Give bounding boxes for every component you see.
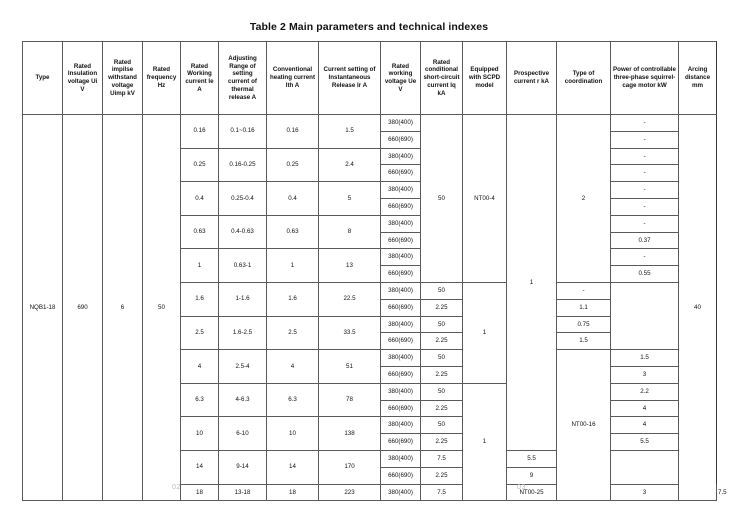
cell-ith: 6.3 bbox=[267, 383, 319, 417]
cell-ue: 380(400) bbox=[381, 182, 421, 199]
cell-ue: 380(400) bbox=[381, 316, 421, 333]
cell-ir: 13 bbox=[319, 249, 381, 283]
cell-ue: 660(690) bbox=[381, 131, 421, 148]
cell-ith: 0.16 bbox=[267, 115, 319, 149]
header-rated-frequency: Rated frequency Hz bbox=[143, 42, 181, 115]
cell-power: 0.75 bbox=[557, 316, 611, 333]
cell-ir: 223 bbox=[319, 484, 381, 501]
cell-coordination-bottom: 1 bbox=[463, 282, 507, 383]
cell-ue: 380(400) bbox=[381, 383, 421, 400]
page-title: Table 2 Main parameters and technical indexes bbox=[249, 21, 489, 33]
cell-iq: 2.25 bbox=[421, 299, 463, 316]
cell-ir: 5 bbox=[319, 182, 381, 216]
cell-ith: 2.5 bbox=[267, 316, 319, 350]
cell-ue: 380(400) bbox=[381, 215, 421, 232]
cell-ie: 1.6 bbox=[181, 282, 219, 316]
cell-range: 0.4-0.63 bbox=[219, 215, 267, 249]
cell-power: - bbox=[611, 182, 679, 199]
table-row bbox=[23, 115, 717, 132]
header-rated-conditional-short-circuit-current: Rated conditional short-circuit current Iq kA bbox=[421, 42, 463, 115]
page-number-right: 03 bbox=[517, 484, 526, 491]
cell-iq: 2.25 bbox=[421, 333, 463, 350]
cell-ir: 33.5 bbox=[319, 316, 381, 350]
cell-power: - bbox=[557, 282, 611, 299]
cell-ie: 2.5 bbox=[181, 316, 219, 350]
cell-ith: 1 bbox=[267, 249, 319, 283]
cell-rated-impulse-withstand-voltage-value: 6 bbox=[103, 115, 143, 501]
cell-iq: 50 bbox=[421, 383, 463, 400]
cell-iq: 2.25 bbox=[421, 400, 463, 417]
cell-ir: 138 bbox=[319, 417, 381, 451]
cell-range: 0.63-1 bbox=[219, 249, 267, 283]
cell-power: 0.37 bbox=[611, 232, 679, 249]
cell-power: - bbox=[611, 131, 679, 148]
cell-power: - bbox=[611, 115, 679, 132]
header-conventional-heating-current: Conventional heating current Ith A bbox=[267, 42, 319, 115]
header-arcing-distance: Arcing distance mm bbox=[679, 42, 717, 115]
cell-ue: 660(690) bbox=[381, 165, 421, 182]
cell-ue: 660(690) bbox=[381, 434, 421, 451]
cell-ir: 1.5 bbox=[319, 115, 381, 149]
cell-range: 0.16-0.25 bbox=[219, 148, 267, 182]
header-rated-working-current: Rated Working current Ie A bbox=[181, 42, 219, 115]
cell-ie: 4 bbox=[181, 350, 219, 384]
cell-ue: 660(690) bbox=[381, 266, 421, 283]
cell-coordination-top: 2 bbox=[557, 115, 611, 283]
cell-iq: 7.5 bbox=[421, 484, 463, 501]
cell-iq: 2.25 bbox=[421, 434, 463, 451]
cell-range: 2.5-4 bbox=[219, 350, 267, 384]
cell-ith: 1.6 bbox=[267, 282, 319, 316]
cell-power: 0.55 bbox=[611, 266, 679, 283]
cell-ue: 660(690) bbox=[381, 232, 421, 249]
cell-power: - bbox=[611, 198, 679, 215]
cell-ie: 1 bbox=[181, 249, 219, 283]
table-header-row bbox=[23, 42, 717, 115]
cell-ith: 14 bbox=[267, 450, 319, 484]
cell-prospective-current-1: 1 bbox=[507, 115, 557, 451]
cell-power: 1.1 bbox=[557, 299, 611, 316]
cell-iq: 50 bbox=[421, 417, 463, 434]
header-scpd-model: Equipped with SCPD model bbox=[463, 42, 507, 115]
cell-ue: 380(400) bbox=[381, 417, 421, 434]
cell-ir: 22.5 bbox=[319, 282, 381, 316]
table-body bbox=[23, 115, 727, 501]
cell-type-value: NQB1-18 bbox=[23, 115, 63, 501]
header-prospective-current: Prospective current r kA bbox=[507, 42, 557, 115]
cell-ue: 660(690) bbox=[381, 198, 421, 215]
cell-iq: 2.25 bbox=[421, 366, 463, 383]
cell-ith: 18 bbox=[267, 484, 319, 501]
cell-ith: 0.25 bbox=[267, 148, 319, 182]
cell-ir: 170 bbox=[319, 450, 381, 484]
cell-power: - bbox=[611, 249, 679, 266]
header-rated-insulation-voltage: Rated Insulation voltage Ui V bbox=[63, 42, 103, 115]
page-footer bbox=[0, 484, 738, 504]
cell-ir: 2.4 bbox=[319, 148, 381, 182]
cell-ue: 660(690) bbox=[381, 299, 421, 316]
cell-range: 0.25-0.4 bbox=[219, 182, 267, 216]
cell-power: 9 bbox=[507, 467, 557, 484]
cell-range: 1-1.6 bbox=[219, 282, 267, 316]
cell-ue: 660(690) bbox=[381, 333, 421, 350]
cell-ue: 380(400) bbox=[381, 282, 421, 299]
cell-iq: 7.5 bbox=[421, 450, 463, 467]
cell-ie: 10 bbox=[181, 417, 219, 451]
cell-ir: 8 bbox=[319, 215, 381, 249]
cell-iq: 50 bbox=[421, 350, 463, 367]
cell-power: - bbox=[611, 148, 679, 165]
cell-ith: 10 bbox=[267, 417, 319, 451]
cell-range: 9-14 bbox=[219, 450, 267, 484]
cell-ue: 380(400) bbox=[381, 450, 421, 467]
cell-power: 2.2 bbox=[611, 383, 679, 400]
cell-rated-frequency-value: 50 bbox=[143, 115, 181, 501]
cell-ith: 0.4 bbox=[267, 182, 319, 216]
cell-power: 4 bbox=[611, 417, 679, 434]
header-type-of-coordination: Type of coordination bbox=[557, 42, 611, 115]
cell-scpd-model-1: NT00-4 bbox=[463, 115, 507, 283]
cell-ie: 18 bbox=[181, 484, 219, 501]
cell-power: - bbox=[611, 215, 679, 232]
cell-power: 5.5 bbox=[611, 434, 679, 451]
cell-iq: 50 bbox=[421, 316, 463, 333]
cell-iq: 50 bbox=[421, 282, 463, 299]
cell-ue: 380(400) bbox=[381, 249, 421, 266]
header-rated-working-voltage: Rated working voltage Ue V bbox=[381, 42, 421, 115]
cell-ie: 14 bbox=[181, 450, 219, 484]
cell-range: 13-18 bbox=[219, 484, 267, 501]
cell-rated-insulation-voltage-value: 690 bbox=[63, 115, 103, 501]
cell-prospective-current-2: 3 bbox=[611, 484, 679, 501]
cell-power: - bbox=[611, 165, 679, 182]
cell-ie: 0.16 bbox=[181, 115, 219, 149]
cell-power: 5.5 bbox=[507, 450, 557, 467]
header-rated-impulse-withstand-voltage: Rated impilse withstand voltage Uimp kV bbox=[103, 42, 143, 115]
cell-coordination-bottom-2: 1 bbox=[463, 383, 507, 501]
cell-ue: 380(400) bbox=[381, 484, 421, 501]
cell-power: 1.5 bbox=[611, 350, 679, 367]
cell-range: 1.6-2.5 bbox=[219, 316, 267, 350]
cell-scpd-model-2: NT00-16 bbox=[557, 350, 611, 501]
cell-ie: 6.3 bbox=[181, 383, 219, 417]
cell-ue: 380(400) bbox=[381, 115, 421, 132]
cell-ie: 0.63 bbox=[181, 215, 219, 249]
cell-iq-merged-top: 50 bbox=[421, 115, 463, 283]
cell-power: 3 bbox=[611, 366, 679, 383]
cell-power: 1.5 bbox=[557, 333, 611, 350]
cell-ith: 4 bbox=[267, 350, 319, 384]
header-adjusting-range: Adjusting Range of setting current of thermal release A bbox=[219, 42, 267, 115]
cell-range: 4-6.3 bbox=[219, 383, 267, 417]
cell-ue: 380(400) bbox=[381, 350, 421, 367]
header-motor-power: Power of controllable three-phase squirrel-cage motor kW bbox=[611, 42, 679, 115]
cell-ue: 660(690) bbox=[381, 366, 421, 383]
cell-ir: 51 bbox=[319, 350, 381, 384]
cell-scpd-model-3: NT00-25 bbox=[507, 484, 557, 501]
cell-iq: 2.25 bbox=[421, 467, 463, 484]
cell-ue: 380(400) bbox=[381, 148, 421, 165]
cell-ie: 0.4 bbox=[181, 182, 219, 216]
page-number-left: 02 bbox=[172, 484, 181, 491]
cell-range: 0.1~0.16 bbox=[219, 115, 267, 149]
cell-range: 6-10 bbox=[219, 417, 267, 451]
cell-ue: 660(690) bbox=[381, 400, 421, 417]
header-type: Type bbox=[23, 42, 63, 115]
cell-arcing-distance-value: 40 bbox=[679, 115, 717, 501]
main-parameters-table bbox=[22, 41, 727, 501]
table-container bbox=[22, 41, 727, 501]
cell-ie: 0.25 bbox=[181, 148, 219, 182]
cell-ue: 660(690) bbox=[381, 467, 421, 484]
cell-ir: 78 bbox=[319, 383, 381, 417]
header-instantaneous-release-current: Current setting of Instantaneous Release Ir A bbox=[319, 42, 381, 115]
cell-ith: 0.63 bbox=[267, 215, 319, 249]
table-row: 18 13-18 18 223 380(400) 7.5 NT00-25 3 7.5 bbox=[23, 484, 717, 501]
cell-power: 4 bbox=[611, 400, 679, 417]
